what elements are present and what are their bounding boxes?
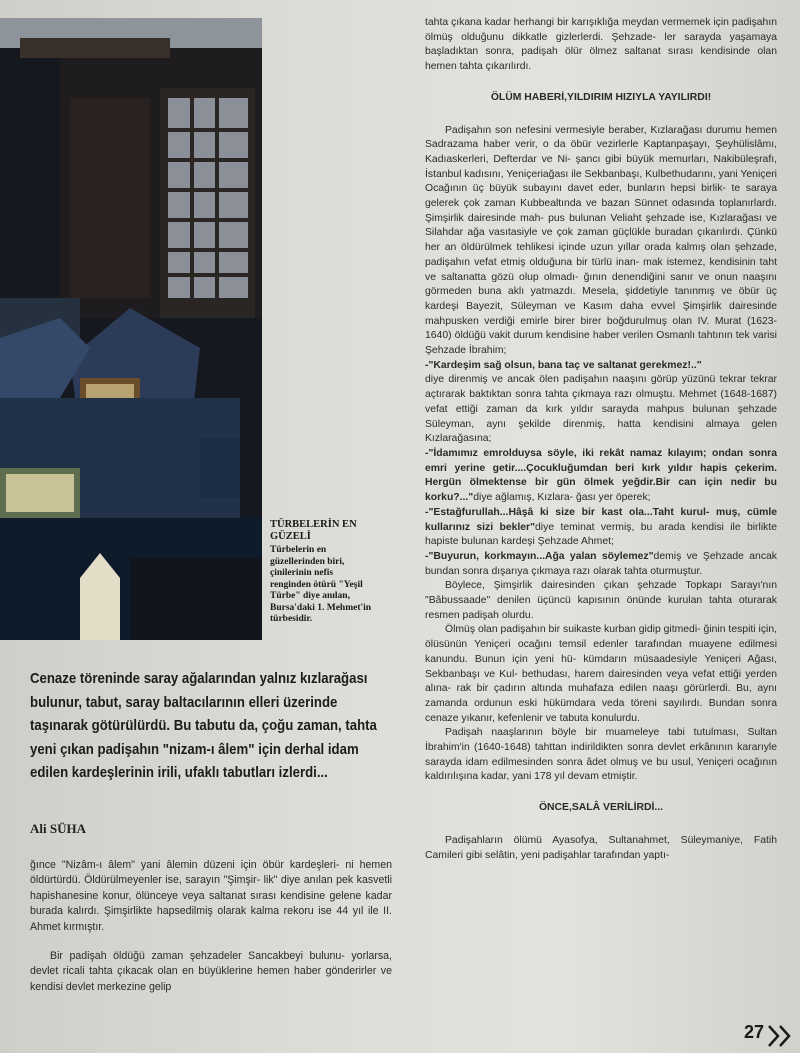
caption-text: Türbelerin en güzellerinden biri, çinilerinin nefis renginden ötürü "Yeşil Türbe" diye anılan, Bursa'daki 1. Mehmet'in türbesidir.	[270, 545, 372, 624]
body-text: diye teminat vermiş, bu arada kendisi ile birlikte hapiste bulunan kardeşi Şehzade Ahmet;	[425, 521, 777, 548]
body-paragraph: Padişahların ölümü Ayasofya, Sultanahmet, Süleymaniye, Fatih Camileri gibi selâtin, yeni padişahlar tarafından yaptı-	[425, 834, 777, 861]
page-number: 27	[744, 1022, 765, 1042]
right-intro: tahta çıkana kadar herhangi bir karışıklığa meydan vermemek için padişahın ölmüş olduğunu dikkatle gizlerlerdi. Şehzade- ler sarayda yaşamaya başladıktan sonra, padişah ölür ölmez saltanat sırası kendisinde olan hemen tahta çıkarılırdı.	[425, 17, 777, 73]
left-paragraph: Bir padişah öldüğü zaman şehzadeler Sancakbeyi bulunu- yorlarsa, devlet ricali tahta çıkacak olan en büyüklerine hemen haber gönderirler ve kendisi devlet merkezine gelip	[30, 950, 392, 993]
body-paragraph: Ölmüş olan padişahın bir suikaste kurban gidip gitmedi- ğinin tespiti için, ölüsünün Yeniçeri ocağını temsil edenler tarafından muayene edilmesi kanundu. Bunun için yeni hü- kümdarın müsaadesiyle Yeniçeri Ağası, Sekbanbaşı ve Kul- bethudası, harem dairesinden veya vefat ettiği yerden alına- rak bir çadırın altında muhafaza edilen naaşı görürlerdi. Bu, aynı zamanda ordunun eski hükümdara veda töreni sayılırdı. Bundan sonra cenaze yıkanır, kefenlenir ve tabuta konulurdu.	[425, 624, 777, 724]
left-column-body	[30, 858, 392, 1009]
quote: -"Buyurun, korkmayın...Ağa yalan söylemez"	[425, 550, 654, 562]
body-paragraph: diye direnmiş ve ancak ölen padişahın naaşını görüp yüzünü tekrar tekrar açtırarak baktıktan sonra tahta çıkmaya razı olmuştu. Mehmet (1648-1687) vefat ettiği zaman da kırk yıldır sarayda mahpus bulunan şehzade Süleyman, aynı şekilde direnmiş, hatta kendisini almaya gelen Kızlarağasına;	[425, 374, 777, 445]
quote: -"Estağfurullah...Hâşâ ki size bir kast ola...Taht kurul- muş, cümle kullarınız sizi bekler"	[425, 506, 777, 533]
tomb-photo	[0, 18, 262, 640]
left-paragraph: ğınce "Nizâm-ı âlem" yani âlemin düzeni için öbür kardeşleri- ni hemen öldürtürdü. Öldürülmeyenler ise, sarayın "Şimşir- lik" diye anılan pek kasvetli hapishanesine konur, ölünceye veya saltanat sırası kendisine gelene kadar burada kalırdı. Şimşirlikte hapsedilmiş olarak kalma rekoru ise 44 yıl ile II. Ahmet kırmıştır.	[30, 859, 392, 933]
chevron-right-icon	[766, 1024, 796, 1048]
photo-caption	[270, 519, 376, 626]
body-paragraph: Padişahın son nefesini vermesiyle beraber, Kızlarağası durumu hemen Sadrazama haber verir, o da öbür vezirlerle Kaptanpaşayı, Şeyhülislâmı, Kadıaskerleri, Defterdar ve Ni- şancı gibi büyük memurları, Nakibüleşrafı, İstanbul kadısını, Yeniçeriağası ile Sekbanbaşı, Kulbethudarını, yani Yeniçeri Ocağının üç büyük subayını davet eder, bunların hepsi birlik- te saraya gelerek çok zaman Kubbealtında ve bazan Sünnet odasında toplanırlardı. Şimşirlik dairesinde mah- pus bulunan Veliaht şehzade ise, Kızlarağası ve Silahdar ağa vasıtasiyle ve çok zaman güçlükle buradan çıkarılırdı. Çünkü her an öldürülmek tehlikesi içinde uzun yıllar orada kalmış olan şehzade, padişahın vefat etmiş olduğuna bir türlü inan- mak istemez, kendisinin taht ve saltanatta gözü olup olmadı- ğının denendiğini sanır ve onun naaşını görmeden buna aklı yatmazdı. Mesela, şiddetiyle tanınmış ve öbür üç kardeşi Bayezit, Süleyman ve Kasım daha evvel Şimşirlik dairesinde mahpusken verdiği emirle birer birer boğdurulmuş olan IV. Murat (1623-1640) öldüğü vakit durum kendisine haber verilen Osmanlı tahtının tek varisi Şehzade İbrahim;	[425, 124, 777, 357]
section-heading: ÖNCE,SALÂ VERİLİRDİ...	[538, 802, 664, 814]
author-name: Ali SÜHA	[30, 821, 86, 836]
body-paragraph: Böylece, Şimşirlik dairesinden çıkan şehzade Topkapı Sarayı'nın "Bâbussaade" denilen üçüncü kapısının önünde kurulan tahta oturarak resmen padişah olurdu.	[425, 580, 777, 621]
section-heading: ÖLÜM HABERİ,YILDIRIM HIZIYLA YAYILIRDI!	[490, 91, 712, 103]
quote: -"İdamımız emrolduysa söyle, iki rekât namaz kılayım; ondan sonra emri yerine getir....Çocukluğumdan beri kırk yıldır hapis çekerim. Hergün ölmektense bir gün ölmek yeğdir.Bir can için nedir bu korku?..."	[425, 447, 777, 504]
quote: -"Kardeşim sağ olsun, bana taç ve saltanat gerekmez!.."	[425, 359, 702, 371]
body-text: diye ağlamış, Kızlara- ğası yer öperek;	[473, 492, 651, 504]
caption-title: TÜRBELERİN EN GÜZELİ	[270, 519, 357, 542]
lead-paragraph: Cenaze töreninde saray ağalarından yalnız kızlarağası bulunur, tabut, saray baltacılarının elleri üzerinde taşınarak götürülürdü. Bu tabutu da, çoğu zaman, tahta yeni çıkan padişahın "nizam-ı âlem" için derhal idam edilen kardeşlerinin irili, ufaklı tabutları izlerdi...	[30, 670, 377, 781]
body-text: demiş ve Şehzade ancak bundan sonra dışarıya çıkmaya razı olarak tahta oturmuştur.	[425, 550, 777, 577]
body-paragraph: Padişah naaşlarının böyle bir muameleye tabi tutulması, Sultan İbrahim'in (1640-1648) tahttan indirildikten sonra devlet erkânının kararıyle sarayda idam edilmesinden sonra âdet olmuş ve bu usul, Yeniçeri ocağının kaldırılışına kadar, yani 178 yıl devam etmiştir.	[425, 727, 777, 783]
right-column-body	[425, 16, 777, 863]
